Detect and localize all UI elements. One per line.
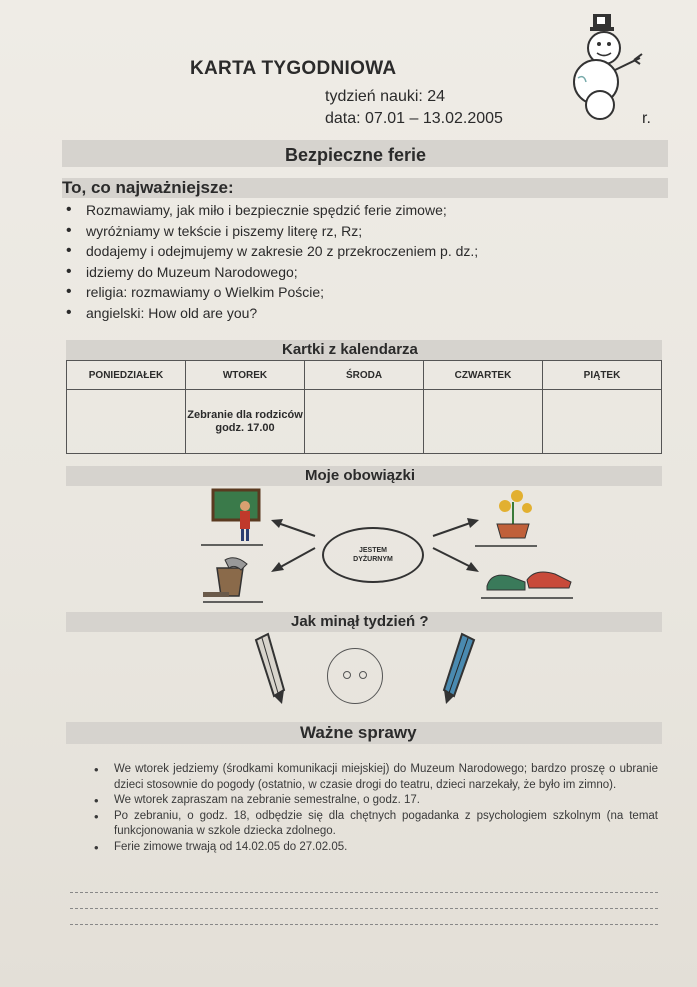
topic-title: Bezpieczne ferie	[285, 145, 427, 165]
day-wednesday: ŚRODA	[305, 361, 424, 390]
list-item: • We wtorek zapraszam na zebranie semestralne, o godz. 17.	[92, 793, 658, 809]
entry-monday	[67, 390, 186, 454]
duty-oval	[322, 527, 424, 583]
entry-friday	[543, 390, 662, 454]
table-header-row	[67, 361, 662, 390]
day-friday: PIĄTEK	[543, 361, 662, 390]
week-review-heading: Jak minął tydzień ?	[291, 613, 429, 630]
list-item: • religia: rozmawiamy o Wielkim Poście;	[62, 282, 622, 303]
colored-pencil-icon	[440, 632, 480, 706]
year-mark: r.	[642, 110, 651, 127]
entry-wednesday	[305, 390, 424, 454]
entry-tuesday: Zebranie dla rodziców godz. 17.00	[186, 390, 305, 454]
duty-label-line2: DYŻURNYM	[353, 556, 393, 563]
eye-icon	[359, 671, 367, 679]
week-number: tydzień nauki: 24	[325, 88, 446, 105]
blank-line	[70, 924, 658, 925]
duty-label-line1: JESTEM	[358, 547, 387, 554]
face-circle-icon	[327, 648, 383, 704]
duties-heading: Moje obowiązki	[305, 467, 416, 484]
important-heading: Ważne sprawy	[300, 723, 417, 742]
list-item: • Rozmawiamy, jak miło i bezpiecznie spędzić ferie zimowe;	[62, 200, 622, 221]
list-item: • We wtorek jedziemy (środkami komunikacji miejskiej) do Muzeum Narodowego; bardzo proszę o ubranie dzieci stosownie do pogody (ostatnio, w czasie drogi do teatru, dzieci narzekały, że było im zimno).	[92, 762, 658, 793]
flower-pot-icon	[475, 490, 537, 546]
calendar-heading: Kartki z kalendarza	[282, 341, 418, 358]
table-row	[67, 390, 662, 454]
list-item: • wyróżniamy w tekście i piszemy literę rz, Rz;	[62, 221, 622, 242]
list-item: • Ferie zimowe trwają od 14.02.05 do 27.02.05.	[92, 840, 658, 856]
entry-thursday	[424, 390, 543, 454]
day-monday: PONIEDZIAŁEK	[67, 361, 186, 390]
calendar-table	[66, 360, 662, 454]
list-item: • dodajemy i odejmujemy w zakresie 20 z przekroczeniem p. dz.;	[62, 241, 622, 262]
list-item: • Po zebraniu, o godz. 18, odbędzie się dla chętnych pogadanka z psychologiem szkolnym (na temat funkcjonowania w szkole dziecka zdolnego.	[92, 809, 658, 840]
day-thursday: CZWARTEK	[424, 361, 543, 390]
bucket-icon	[203, 558, 263, 602]
list-item: • angielski: How old are you?	[62, 303, 622, 324]
page-title: KARTA TYGODNIOWA	[190, 58, 397, 79]
key-points-heading: To, co najważniejsze:	[62, 178, 234, 197]
blackboard-icon	[201, 490, 263, 545]
blank-line	[70, 908, 658, 909]
date-range: data: 07.01 – 13.02.2005	[325, 110, 503, 127]
pencil-icon	[250, 632, 290, 706]
key-points-list	[62, 200, 622, 323]
list-item: • idziemy do Muzeum Narodowego;	[62, 262, 622, 283]
snowman-icon	[560, 8, 650, 126]
shoes-icon	[481, 572, 573, 598]
day-tuesday: WTOREK	[186, 361, 305, 390]
important-list	[92, 762, 658, 856]
blank-line	[70, 892, 658, 893]
eye-icon	[343, 671, 351, 679]
